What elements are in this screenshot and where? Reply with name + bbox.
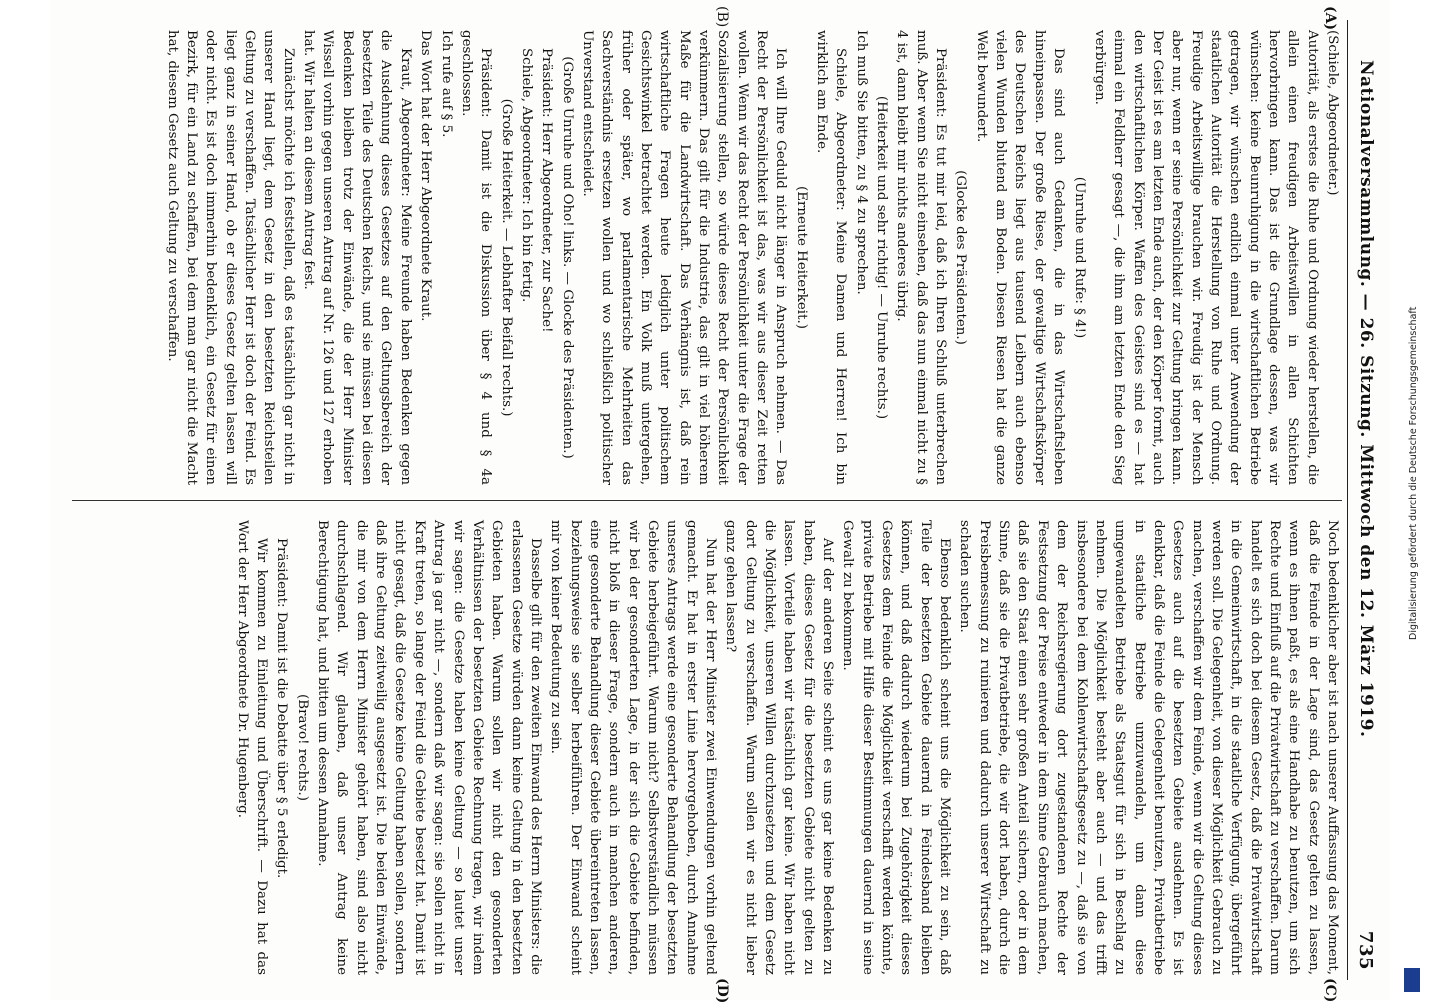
left-column-paragraph: Zunächst möchte ich feststellen, daß es tatsächlich gar nicht in unserer Hand liegt, dem Gesetz in den besetzten Reichsteilen Geltung zu verschaffen. Tatsächlicher Herr ist doch der Feind. Es liegt ganz in seiner Hand, ob er dieses Gesetz gelten lassen will oder nicht. Es ist doch immerhin bedenklich, ein Gesetz für einen Bezirk, für ein Land zu schaffen, bei dem man gar nicht die Macht hat, diesem Gesetz auch Geltung zu verschaffen. <box>164 30 296 485</box>
dfg-logo <box>1404 968 1420 992</box>
margin-marker-c: (C) <box>1322 978 1338 1003</box>
left-column-paragraph: Schiele, Abgeordneter: Meine Damen und Herren! Ich bin wirklich am Ende. <box>814 30 849 485</box>
margin-marker-d: (D) <box>714 978 730 1003</box>
right-column-paragraph: Dasselbe gilt für den zweiten Einwand des Herrn Ministers: die erlassenen Gesetze würden dann keine Geltung in den besetzten Gebieten haben. Warum sollen wir nicht den gesonderten Verhältnissen der besetzten Gebiete Rechnung tragen, wir indem wir sagen: die Gesetze haben keine Geltung — so lautet unser Antrag ja gar nicht —, sondern daß wir sagen: sie sollen nicht in Kraft treten, so lange der Feind die Gebiete besetzt hat. Damit ist nicht gesagt, daß die Gesetze keine Geltung haben sollen, sondern daß ihre Geltung zeitweilig ausgesetzt ist. Die beiden Einwände, die mir von dem Herrn Minister gehört haben, sind also nicht durchschlagend. Wir glauben, daß unser Antrag keine Berechtigung hat, und bitten um dessen Annahme. <box>315 520 543 975</box>
left-column-paragraph: Autorität, als erstes die Ruhe und Ordnung wieder herstellen, die allein einen freudigen Arbeitswillen in allen Schichten hervorbringen kann. Das ist die Grundlage dessen, was wir wünschen: keine Beunruhigung in die wirtschaftlichen Betriebe getragen, wir wünschen endlich einmal unter Anwendung der staatlichen Autorität die Herstellung von Ruhe und Ordnung. Freudige Arbeitswillige brauchen wir. Freudig ist der Mensch aber nur, wenn er seine Persönlichkeit zur Geltung bringen kann. Der Geist ist es am letzten Ende auch, der den Körper formt, auch den wirtschaftlichen Körper. Waffen des Geistes sind es — hat einmal ein Feldherr gesagt —, die ihm am letzten Ende den Sieg verbürgen. <box>1091 30 1320 485</box>
margin-marker-a: (A) <box>1322 6 1338 31</box>
left-column-paragraph: Ich will Ihre Geduld nicht länger in Anspruch nehmen. — Das Recht der Persönlichkeit ist das, was wir aus dieser Zeit retten wollen. Wenn wir das Recht der Persönlichkeit unter die Frage der Sozialisierung stellen, so würde dieses Recht der Persönlichkeit verkümmern. Das gilt für die Industrie, das gilt in viel höherem Maße für die Landwirtschaft. Das Verhängnis ist, daß rein wirtschaftliche Fragen heute lediglich unter politischem Gesichtswinkel betrachtet werden. Ein Volk muß untergehen, früher oder später, wo parlamentarische Mehrheiten das Sachverständnis ersetzen wollen und wo schließlich politischer Unverstand entscheidet. <box>579 30 789 485</box>
page-header <box>1347 20 1382 980</box>
left-column-paragraph: Ich muß Sie bitten, zu § 4 zu sprechen. <box>853 30 869 295</box>
left-column-paragraph: Schiele, Abgeordneter: Ich bin fertig. <box>518 48 534 303</box>
left-column-paragraph: Das Wort hat der Herr Abgeordnete Kraut. <box>418 30 434 322</box>
right-text-column <box>62 520 1342 975</box>
right-column-paragraph: Ebenso bedenklich scheint uns die Möglichkeit zu sein, daß Teile der besetzten Gebiete dauernd in Feindesband bleiben können, und daß dadurch wiederum bei Zugehörigkeit dieses Gesetzes dem Feinde die Möglichkeit verschafft werden könnte, private Betriebe mit Hilfe dieser Bestimmungen dauernd in seine Gewalt zu bekommen. <box>840 520 953 975</box>
right-column-paragraph: Präsident: Damit ist die Debatte über § 5 erledigt. <box>274 538 290 879</box>
left-column-paragraph: (Glocke des Präsidenten.) <box>953 170 969 345</box>
left-column-paragraph: Kraut, Abgeordneter: Meine Freunde haben Bedenken gegen die Ausdehnung dieses Gesetzes auf den Geltungsbereich der besetzten Teile des Deutschen Reichs, und sie müssen bei diesen Bedenken bleiben trotz der Einwände, die der Herr Minister Wissell vorhin gegen unseren Antrag auf Nr. 126 und 127 erhoben hat. Wir halten an diesem Antrag fest. <box>301 30 413 485</box>
right-column-paragraph: (Bravo! rechts.) <box>294 694 310 801</box>
right-column-paragraph: Noch bedenklicher aber ist nach unserer Auffassung das Moment, daß die Feinde in der Lage sind, das Gesetz gelten zu lassen, wenn es ihnen paßt, es als eine Handhabe zu benutzen, um sich Rechte und Einfluß auf die Privatwirtschaft zu verschaffen. Darum handelt es sich doch bei diesem Gesetz, daß die Privatwirtschaft in die Gemeinwirtschaft, in die staatliche Verfügung, übergeführt werden soll. Die Gelegenheit, von dieser Möglichkeit Gebrauch zu machen, verschaffen wir dem Feinde, wenn wir die Geltung dieses Gesetzes auch auf die besetzten Gebiete ausdehnen. Es ist denkbar, daß die Feinde die Gelegenheit benutzen, Privatbetriebe in staatliche Betriebe umzuwandeln, um dann diese umgewandelten Betriebe als Staatsgut für sich in Beschlag zu nehmen. Die Möglichkeit besteht aber auch — und das trifft insbesondere bei dem Kohlenwirtschaftsgesetz zu —, daß sie von dem der Reichsregierung dort zugestandenen Rechte der Festsetzung der Preise entweder in dem Sinne Gebrauch machen, daß sie den Staat einen sehr großen Anteil sichern, oder in dem Sinne, daß sie die Privatbetriebe, die wir dort haben, durch die Preisbemessung zu ruinieren und dadurch unserer Wirtschaft zu schaden suchen. <box>957 520 1340 975</box>
column-divider <box>72 500 1342 501</box>
digitization-credit: Digitalisierung gefördert durch die Deutsche Forschungsgemeinschaft <box>1408 306 1419 640</box>
left-text-column <box>62 30 1342 485</box>
right-column-paragraph: Wir kommen zu Einleitung und Überschrift. — Dazu hat das Wort der Herr Abgeordnete Dr. Hugenberg. <box>234 520 270 975</box>
left-column-paragraph: Das sind auch Gedanken, die in das Wirtschaftsleben hineinpassen. Der große Riese, der gewaltige Wirtschaftskörper des Deutschen Reichs liegt aus tausend Leibern auch ebenso vielen Wunden blutend am Boden. Diesen Riesen hat die ganze Welt bewundert. <box>973 30 1067 485</box>
page-header-title: Nationalversammlung. — 26. Sitzung. Mittwoch den 12. März 1919. <box>1356 60 1376 738</box>
page-number: 735 <box>1355 930 1376 970</box>
left-column-paragraph: (Erneute Heiterkeit.) <box>793 186 809 329</box>
left-column-paragraph: (Heiterkeit und sehr richtig! — Unruhe rechts.) <box>874 95 890 420</box>
margin-marker-b: (B) <box>714 6 730 28</box>
left-column-paragraph: Präsident: Damit ist die Diskussion über § 4 und § 4a geschlossen. <box>458 30 494 485</box>
left-column-paragraph: (Schiele, Abgeordneter.) <box>1325 30 1340 196</box>
left-column-paragraph: (Unruhe und Rufe: § 4!) <box>1071 176 1087 339</box>
right-column-paragraph: Auf der anderen Seite scheint es uns gar keine Bedenken zu haben, dieses Gesetz für die besetzten Gebiete nicht gelten zu lassen. Vorteile haben wir tatsächlich gar keine. Wir haben nicht die Möglichkeit, unseren Willen durchzusetzen und dem Gesetz dort Geltung zu verschaffen. Warum sollen wir es nicht lieber ganz gehen lassen? <box>723 520 836 975</box>
left-column-paragraph: Ich rufe auf § 5. <box>438 30 454 138</box>
left-column-paragraph: Präsident: Es tut mir leid, daß ich Ihren Schluß unterbrechen muß. Aber wenn Sie nicht einsehen, daß das nun einmal nicht zu § 4 ist, dann bleibt mir nichts anderes übrig. <box>894 30 949 485</box>
left-column-paragraph: Präsident: Herr Abgeordneter, zur Sache! <box>539 48 555 333</box>
right-column-paragraph: Nun hat der Herr Minister zwei Einwendungen vorhin geltend gemacht. Er hat in erster Linie hervorgehoben, durch Annahme unseres Antrags werde eine gesonderte Behandlung der besetzten Gebiete herbeigeführt. Warum nicht? Selbstverständlich müssen wir bei der gesonderten Lage, in der sich die Gebiete befinden, nicht bloß in dieser Frage, sondern auch in manchen anderen, eine gesonderte Behandlung dieser Gebiete übereintreten lassen, beziehungsweise sie selber herbeiführen. Der Einwand scheint mir von keiner Bedeutung zu sein. <box>548 520 718 975</box>
scanned-page <box>50 0 1390 1003</box>
left-column-paragraph: (Große Heiterkeit. — Lebhafter Beifall rechts.) <box>498 98 514 417</box>
left-column-paragraph: (Große Unruhe und Oho! links. — Glocke des Präsidenten.) <box>559 56 575 459</box>
